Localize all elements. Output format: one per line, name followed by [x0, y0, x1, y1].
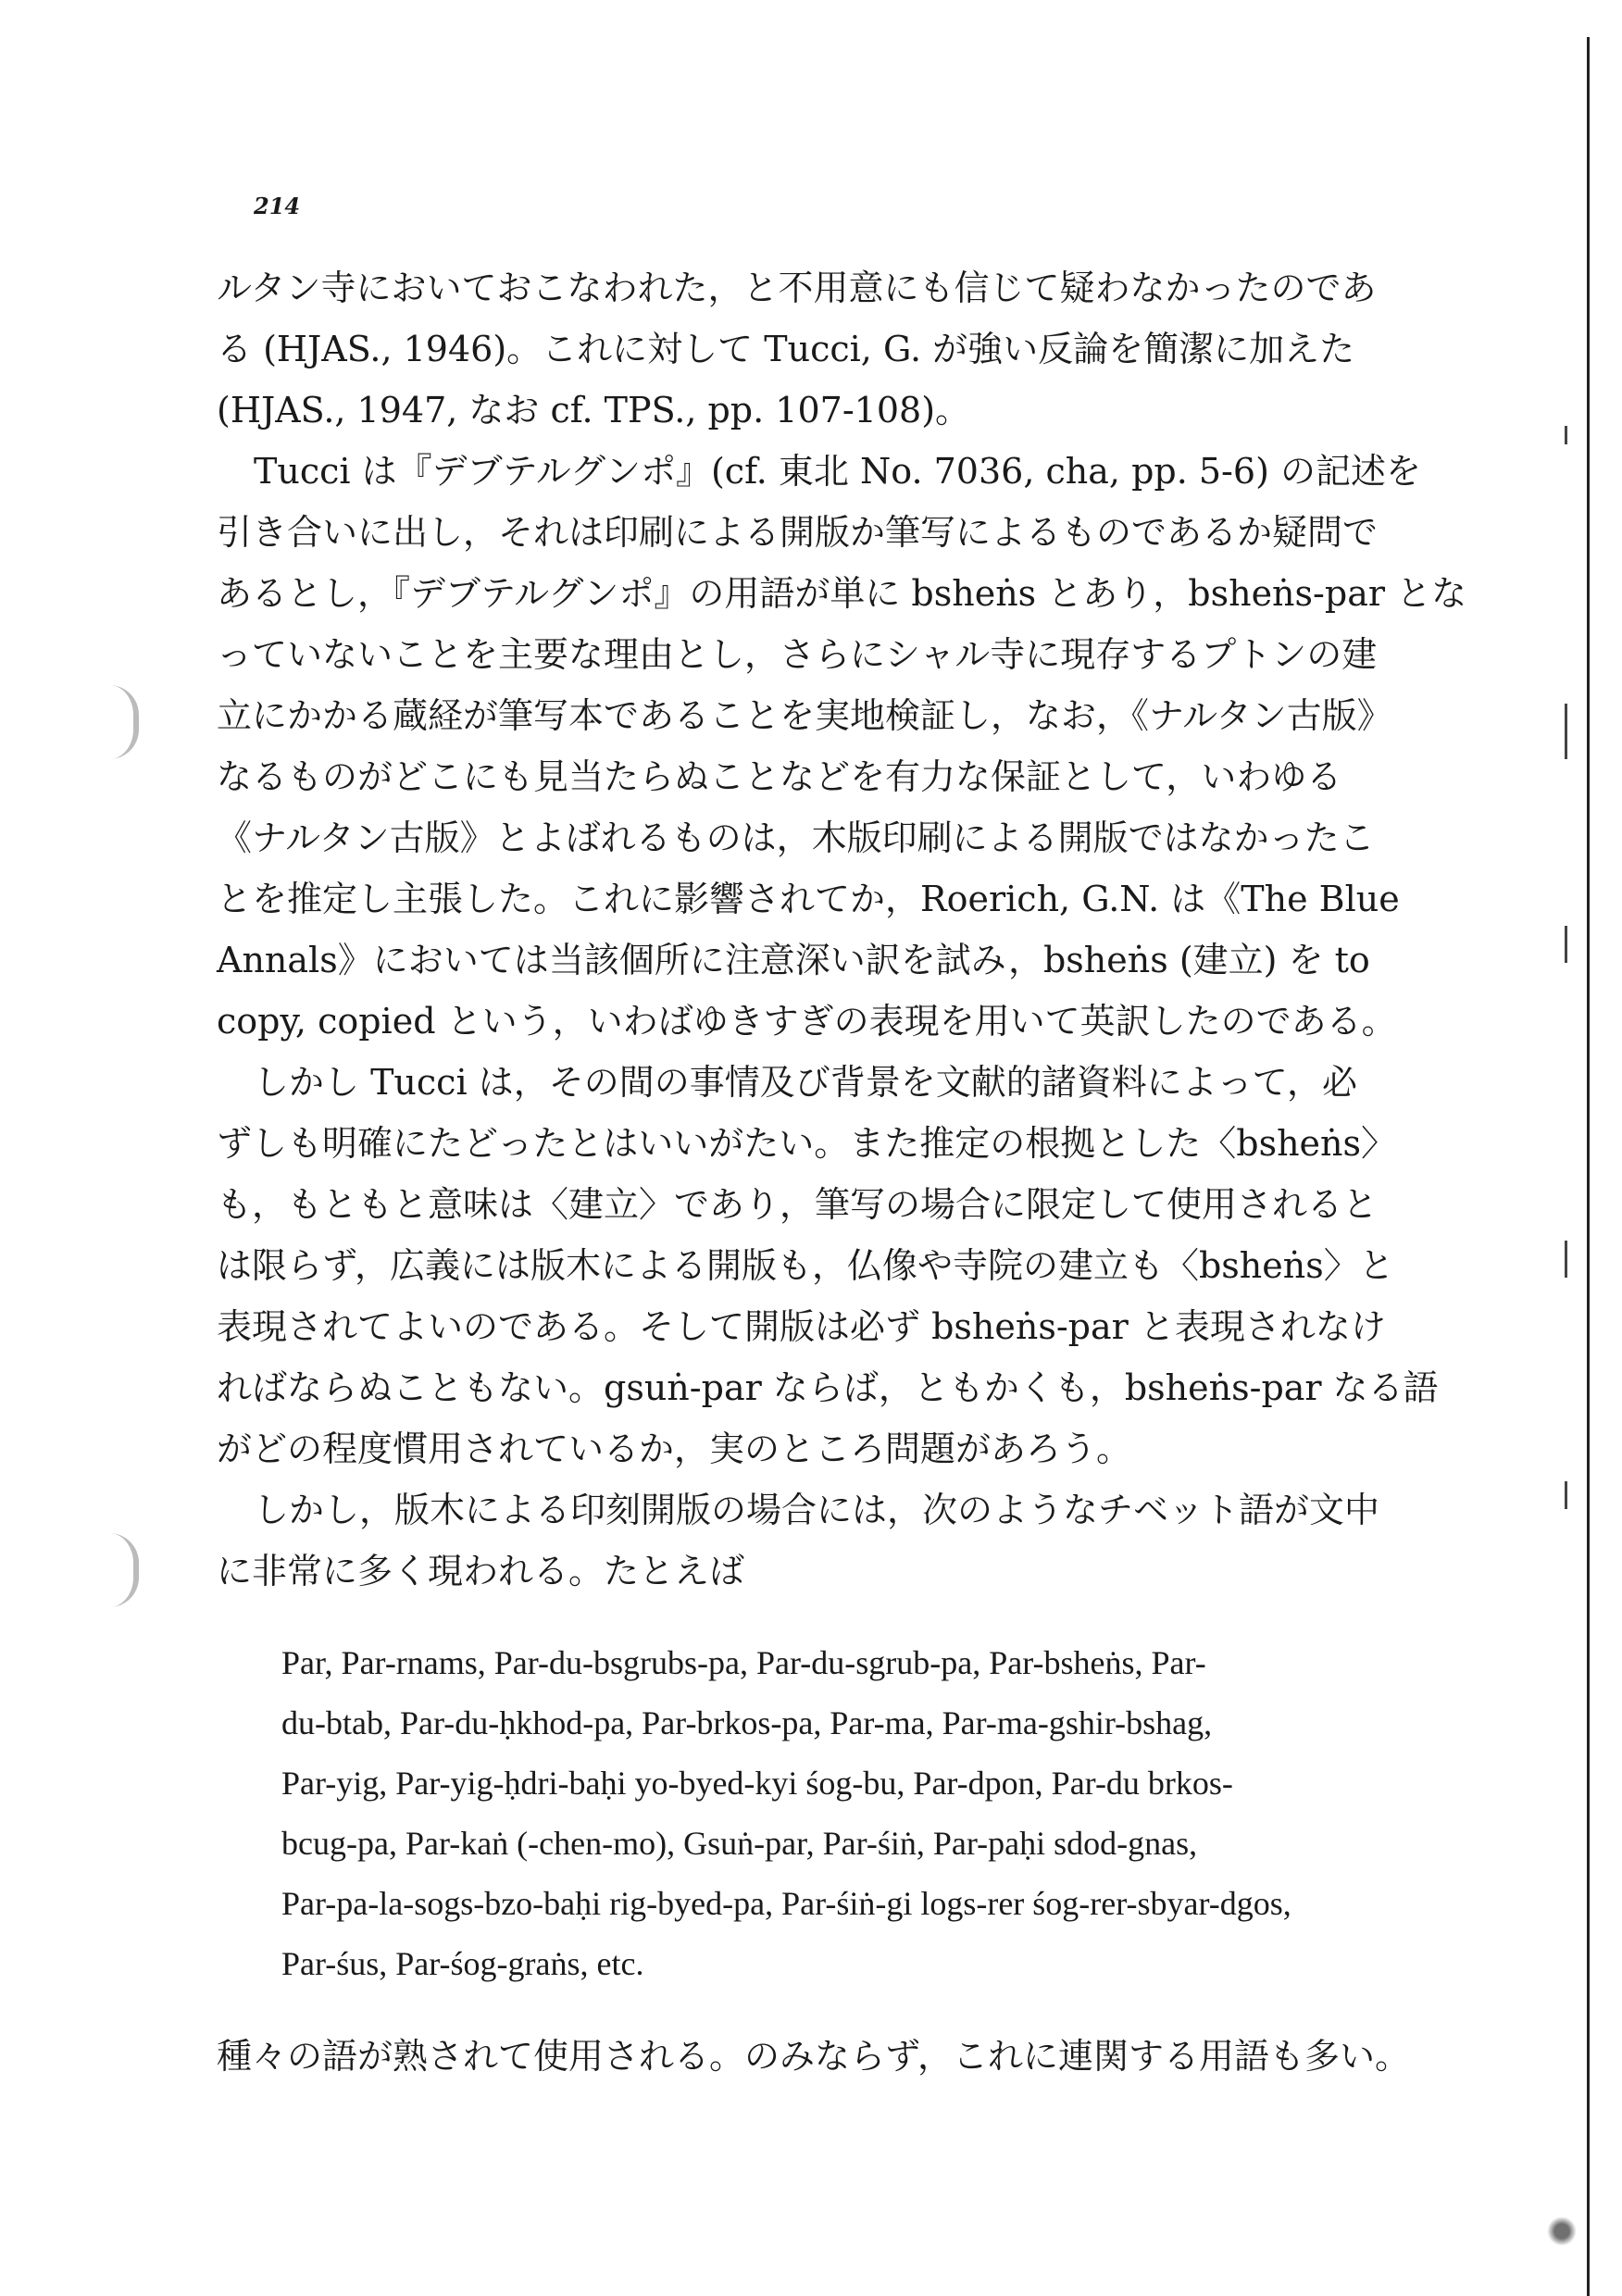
paragraph-1: [217, 257, 1377, 441]
text-line: copy, copied という，いわばゆきすぎの表現を用いて英訳したのである。: [217, 1001, 1397, 1042]
edge-stamp-mark: [1546, 2213, 1578, 2250]
paragraph-4: [217, 1479, 1380, 1602]
paragraph-2: [217, 441, 1467, 1052]
text-line: あるとし，『デブテルグンポ』の用語が単に bsheṅs とあり，bsheṅs-par とな: [217, 573, 1467, 614]
closing-line: 種々の語が熟されて使用される。のみならず，これに連関する用語も多い。: [217, 2036, 1410, 2077]
binding-hole-shadow: [109, 1533, 139, 1607]
text-line: 《ナルタン古版》とよばれるものは，木版印刷による開版ではなかったこ: [217, 817, 1375, 858]
term-line: du-btab, Par-du-ḥkhod-pa, Par-brkos-pa, Par-ma, Par-ma-gshir-bshag,: [281, 1704, 1213, 1741]
edge-mark: [1565, 704, 1567, 759]
edge-mark: [1565, 1241, 1567, 1278]
text-line: (HJAS., 1947, なお cf. TPS., pp. 107-108)。: [217, 390, 971, 430]
text-line: 引き合いに出し，それは印刷による開版か筆写によるものであるか疑問で: [217, 512, 1379, 553]
body-text: [217, 257, 1467, 1602]
paragraph-3: [217, 1052, 1439, 1479]
term-line: Par-śus, Par-śog-graṅs, etc.: [281, 1945, 644, 1982]
edge-mark: [1565, 426, 1567, 444]
text-line: に非常に多く現われる。たとえば: [217, 1551, 745, 1591]
text-line: がどの程度慣用されているか，実のところ問題があろう。: [217, 1429, 1132, 1469]
page-number: 214: [254, 193, 301, 219]
text-line: とを推定し主張した。これに影響されてか，Roerich, G.N. は《The Blue: [217, 879, 1400, 919]
page-edge-rule: [1587, 37, 1590, 2296]
text-line: ずしも明確にたどったとはいいがたい。また推定の根拠とした〈bsheṅs〉: [217, 1123, 1397, 1164]
text-line: しかし Tucci は，その間の事情及び背景を文献的諸資料によって，必: [254, 1062, 1357, 1103]
term-line: Par, Par-rnams, Par-du-bsgrubs-pa, Par-du-sgrub-pa, Par-bsheṅs, Par-: [281, 1644, 1206, 1681]
term-line: Par-yig, Par-yig-ḥdri-baḥi yo-byed-kyi śog-bu, Par-dpon, Par-du brkos-: [281, 1765, 1233, 1802]
text-line: っていないことを主要な理由とし，さらにシャル寺に現存するプトンの建: [217, 634, 1378, 675]
term-line: Par-pa-la-sogs-bzo-baḥi rig-byed-pa, Par-śiṅ-gi logs-rer śog-rer-sbyar-dgos,: [281, 1885, 1291, 1922]
edge-mark: [1565, 1481, 1567, 1509]
text-line: ルタン寺においておこなわれた，と不用意にも信じて疑わなかったのであ: [217, 268, 1377, 308]
term-line: bcug-pa, Par-kaṅ (-chen-mo), Gsuṅ-par, Par-śiṅ, Par-paḥi sdod-gnas,: [281, 1825, 1198, 1862]
text-line: も，もともと意味は〈建立〉であり，筆写の場合に限定して使用されると: [217, 1184, 1379, 1225]
text-line: Annals》においては当該個所に注意深い訳を試み，bsheṅs (建立) を to: [217, 940, 1370, 980]
text-line: しかし，版木による印刻開版の場合には，次のようなチベット語が文中: [254, 1490, 1380, 1530]
text-line: る (HJAS., 1946)。これに対して Tucci, G. が強い反論を簡潔に加えた: [217, 329, 1355, 369]
text-line: Tucci は『デブテルグンポ』(cf. 東北 No. 7036, cha, pp. 5-6) の記述を: [254, 451, 1421, 492]
edge-mark: [1565, 926, 1567, 963]
text-line: 立にかかる蔵経が筆写本であることを実地検証し，なお，《ナルタン古版》: [217, 695, 1392, 736]
text-line: は限らず，広義には版木による開版も，仏像や寺院の建立も〈bsheṅs〉と: [217, 1245, 1394, 1286]
text-line: なるものがどこにも見当たらぬことなどを有力な保証として，いわゆる: [217, 756, 1342, 797]
tibetan-term-list: [281, 1633, 1355, 1994]
text-line: 表現されてよいのである。そして開版は必ず bsheṅs-par と表現されなけ: [217, 1306, 1386, 1347]
text-line: ればならぬこともない。gsuṅ-par ならば，ともかくも，bsheṅs-par なる語: [217, 1367, 1439, 1408]
binding-hole-shadow: [109, 685, 139, 759]
